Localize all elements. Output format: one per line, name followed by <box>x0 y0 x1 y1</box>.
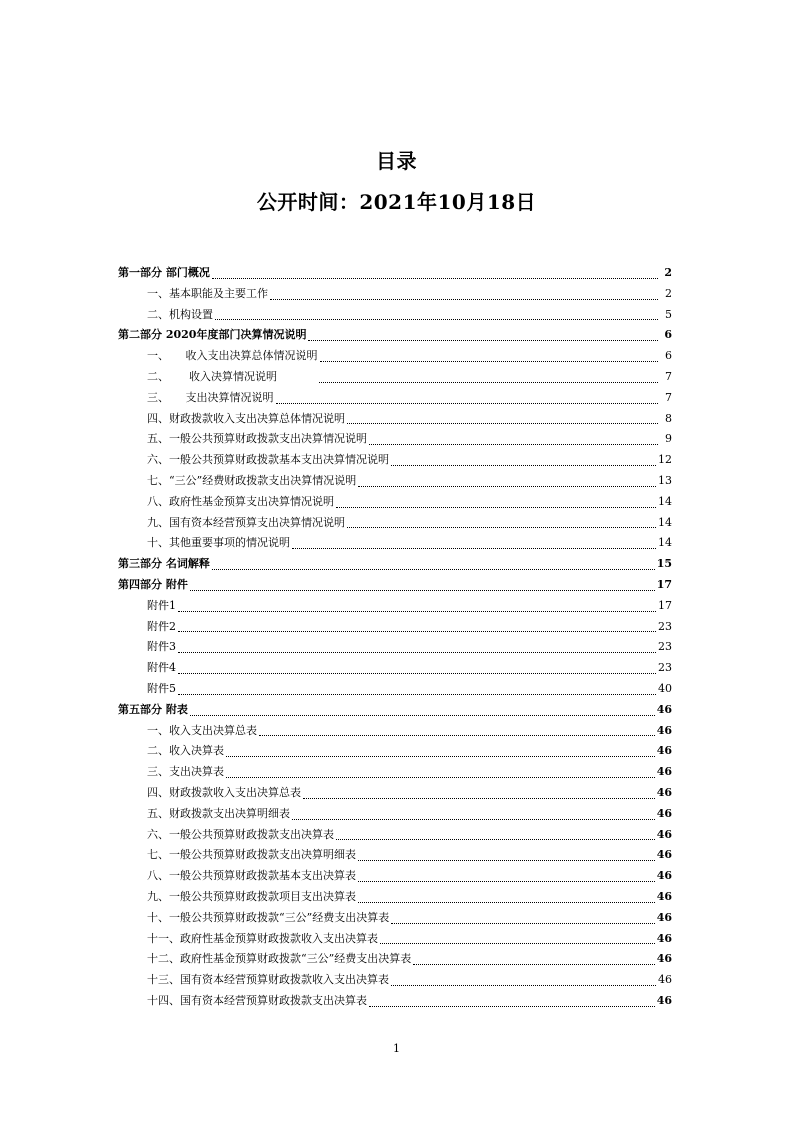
toc-page-number: 46 <box>656 869 672 883</box>
toc-entry-label: 第五部分 附表 <box>118 702 188 716</box>
toc-section-entry[interactable] <box>118 575 672 596</box>
toc-entry-label: 附件5 <box>147 681 176 695</box>
toc-page-number: 46 <box>656 931 672 945</box>
toc-subsection-entry[interactable] <box>118 596 672 617</box>
toc-dot-leader <box>358 902 655 903</box>
toc-dot-leader <box>215 319 658 320</box>
toc-subsection-entry[interactable] <box>118 617 672 638</box>
toc-page-number: 2 <box>665 286 672 300</box>
toc-subsection-entry[interactable] <box>118 970 672 991</box>
toc-dot-leader <box>391 923 654 924</box>
table-of-contents <box>118 263 672 1012</box>
toc-subsection-entry[interactable] <box>118 825 672 846</box>
toc-dot-leader <box>178 673 656 674</box>
toc-entry-label: 二、 收入决算情况说明 <box>147 369 277 383</box>
toc-dot-leader <box>347 527 656 528</box>
toc-subsection-entry[interactable] <box>118 929 672 950</box>
toc-dot-leader <box>347 423 658 424</box>
toc-page-number: 17 <box>656 577 672 591</box>
toc-entry-label: 四、财政拨款收入支出决算总体情况说明 <box>147 411 345 425</box>
toc-page-number: 40 <box>658 681 672 695</box>
toc-entry-label: 一、基本职能及主要工作 <box>147 286 268 300</box>
toc-entry-label: 附件1 <box>147 598 176 612</box>
toc-subsection-entry[interactable] <box>118 409 672 430</box>
toc-dot-leader <box>259 735 655 736</box>
toc-section-entry[interactable] <box>118 700 672 721</box>
toc-entry-label: 第一部分 部门概况 <box>118 266 210 279</box>
toc-page-number: 46 <box>656 889 672 903</box>
toc-page-number: 46 <box>656 785 672 799</box>
toc-page-number: 7 <box>665 369 672 383</box>
toc-subsection-entry[interactable] <box>118 887 672 908</box>
toc-page-number: 9 <box>665 432 672 446</box>
toc-dot-leader <box>369 444 658 445</box>
toc-subsection-entry[interactable] <box>118 658 672 679</box>
toc-subsection-entry[interactable] <box>118 908 672 929</box>
toc-subsection-entry[interactable] <box>118 804 672 825</box>
toc-dot-leader <box>226 756 655 757</box>
toc-dot-leader <box>292 819 655 820</box>
toc-entry-label: 二、收入决算表 <box>147 744 224 758</box>
toc-entry-label: 十、一般公共预算财政拨款“三公”经费支出决算表 <box>147 910 390 924</box>
toc-dot-leader <box>190 715 655 716</box>
toc-subsection-entry[interactable] <box>118 367 672 388</box>
toc-page-number: 23 <box>658 661 672 675</box>
toc-dot-leader <box>358 486 656 487</box>
toc-dot-leader <box>358 860 655 861</box>
toc-entry-label: 附件4 <box>147 661 176 675</box>
publish-date: 公开时间：2021年10月18日 <box>256 190 537 214</box>
toc-entry-label: 七、“三公”经费财政拨款支出决算情况说明 <box>147 473 357 487</box>
toc-dot-leader <box>308 340 658 341</box>
toc-dot-leader <box>270 299 658 300</box>
toc-entry-label: 九、国有资本经营预算支出决算情况说明 <box>147 515 345 529</box>
toc-dot-leader <box>413 964 654 965</box>
toc-subsection-entry[interactable] <box>118 679 672 700</box>
toc-page-number: 23 <box>658 640 672 654</box>
toc-dot-leader <box>276 403 659 404</box>
toc-subsection-entry[interactable] <box>118 721 672 742</box>
toc-entry-label: 六、一般公共预算财政拨款基本支出决算情况说明 <box>147 453 389 467</box>
toc-subsection-entry[interactable] <box>118 513 672 534</box>
toc-page-number: 46 <box>656 848 672 862</box>
toc-entry-label: 第三部分 名词解释 <box>118 557 210 571</box>
toc-subsection-entry[interactable] <box>118 741 672 762</box>
toc-section-entry[interactable] <box>118 263 672 284</box>
toc-entry-label: 五、一般公共预算财政拨款支出决算情况说明 <box>147 432 367 446</box>
toc-subsection-entry[interactable] <box>118 949 672 970</box>
toc-dot-leader <box>190 590 655 591</box>
toc-dot-leader <box>178 652 656 653</box>
toc-page-number: 15 <box>656 557 672 571</box>
toc-page-number: 13 <box>658 473 672 487</box>
toc-page-number: 46 <box>656 806 672 820</box>
page-number: 1 <box>393 1042 400 1055</box>
toc-dot-leader <box>358 881 655 882</box>
toc-page-number: 6 <box>664 328 672 342</box>
toc-subsection-entry[interactable] <box>118 450 672 471</box>
toc-section-entry[interactable] <box>118 325 672 346</box>
toc-entry-label: 第二部分 2020年度部门决算情况说明 <box>118 328 307 342</box>
toc-entry-label: 一、 收入支出决算总体情况说明 <box>147 349 318 363</box>
toc-page-number: 46 <box>656 952 672 966</box>
toc-entry-label: 八、政府性基金预算支出决算情况说明 <box>147 494 334 508</box>
toc-subsection-entry[interactable] <box>118 783 672 804</box>
toc-page-number: 46 <box>656 993 672 1007</box>
toc-subsection-entry[interactable] <box>118 637 672 658</box>
toc-entry-label: 十三、国有资本经营预算财政拨款收入支出决算表 <box>147 973 389 987</box>
toc-page-number: 14 <box>658 494 672 508</box>
toc-entry-label: 五、财政拨款支出决算明细表 <box>147 806 290 820</box>
toc-subsection-entry[interactable] <box>118 866 672 887</box>
toc-entry-label: 第四部分 附件 <box>118 577 188 591</box>
toc-page-number: 46 <box>656 723 672 737</box>
toc-page-number: 46 <box>656 744 672 758</box>
toc-entry-label: 一、收入支出决算总表 <box>147 723 257 737</box>
toc-dot-leader <box>369 1006 655 1007</box>
toc-subsection-entry[interactable] <box>118 492 672 513</box>
toc-subsection-entry[interactable] <box>118 533 672 554</box>
toc-dot-leader <box>226 777 655 778</box>
toc-entry-label: 八、一般公共预算财政拨款基本支出决算表 <box>147 869 356 883</box>
toc-page-number: 2 <box>664 266 672 279</box>
toc-entry-label: 十一、政府性基金预算财政拨款收入支出决算表 <box>147 931 378 945</box>
toc-page-number: 7 <box>665 390 672 404</box>
toc-page-number: 46 <box>656 765 672 779</box>
toc-page-number: 46 <box>658 973 672 987</box>
toc-dot-leader <box>391 465 656 466</box>
toc-dot-leader <box>178 631 656 632</box>
toc-entry-label: 四、财政拨款收入支出决算总表 <box>147 785 301 799</box>
toc-subsection-entry[interactable] <box>118 284 672 305</box>
toc-page-number: 5 <box>665 307 672 321</box>
toc-page-number: 46 <box>656 910 672 924</box>
toc-section-entry[interactable] <box>118 554 672 575</box>
toc-subsection-entry[interactable] <box>118 429 672 450</box>
toc-page-number: 14 <box>658 515 672 529</box>
toc-subsection-entry[interactable] <box>118 305 672 326</box>
toc-subsection-entry[interactable] <box>118 346 672 367</box>
toc-entry-label: 附件2 <box>147 619 176 633</box>
toc-entry-label: 二、机构设置 <box>147 307 213 321</box>
toc-page-number: 17 <box>658 598 672 612</box>
toc-dot-leader <box>391 985 656 986</box>
toc-subsection-entry[interactable] <box>118 991 672 1012</box>
toc-dot-leader <box>320 361 659 362</box>
toc-dot-leader <box>303 798 655 799</box>
toc-page-number: 23 <box>658 619 672 633</box>
toc-entry-label: 十四、国有资本经营预算财政拨款支出决算表 <box>147 993 367 1007</box>
toc-page-number: 8 <box>665 411 672 425</box>
toc-subsection-entry[interactable] <box>118 388 672 409</box>
toc-subsection-entry[interactable] <box>118 762 672 783</box>
toc-entry-label: 三、 支出决算情况说明 <box>147 390 274 404</box>
toc-dot-leader <box>178 694 656 695</box>
toc-subsection-entry[interactable] <box>118 845 672 866</box>
toc-entry-label: 九、一般公共预算财政拨款项目支出决算表 <box>147 889 356 903</box>
toc-dot-leader <box>319 382 658 383</box>
toc-page-number: 14 <box>658 536 672 550</box>
toc-subsection-entry[interactable] <box>118 471 672 492</box>
toc-entry-label: 三、支出决算表 <box>147 765 224 779</box>
toc-dot-leader <box>380 943 655 944</box>
toc-page-number: 6 <box>665 349 672 363</box>
toc-entry-label: 十二、政府性基金预算财政拨款“三公”经费支出决算表 <box>147 952 412 966</box>
toc-dot-leader <box>212 569 655 570</box>
toc-entry-label: 附件3 <box>147 640 176 654</box>
toc-dot-leader <box>292 548 656 549</box>
toc-dot-leader <box>336 839 655 840</box>
toc-page-number: 46 <box>656 827 672 841</box>
toc-dot-leader <box>178 611 656 612</box>
toc-entry-label: 十、其他重要事项的情况说明 <box>147 536 290 550</box>
document-title: 目录 <box>376 149 417 173</box>
toc-dot-leader <box>336 507 656 508</box>
toc-entry-label: 七、一般公共预算财政拨款支出决算明细表 <box>147 848 356 862</box>
toc-page-number: 46 <box>656 702 672 716</box>
toc-entry-label: 六、一般公共预算财政拨款支出决算表 <box>147 827 334 841</box>
toc-dot-leader <box>212 278 658 279</box>
toc-page-number: 12 <box>658 453 672 467</box>
